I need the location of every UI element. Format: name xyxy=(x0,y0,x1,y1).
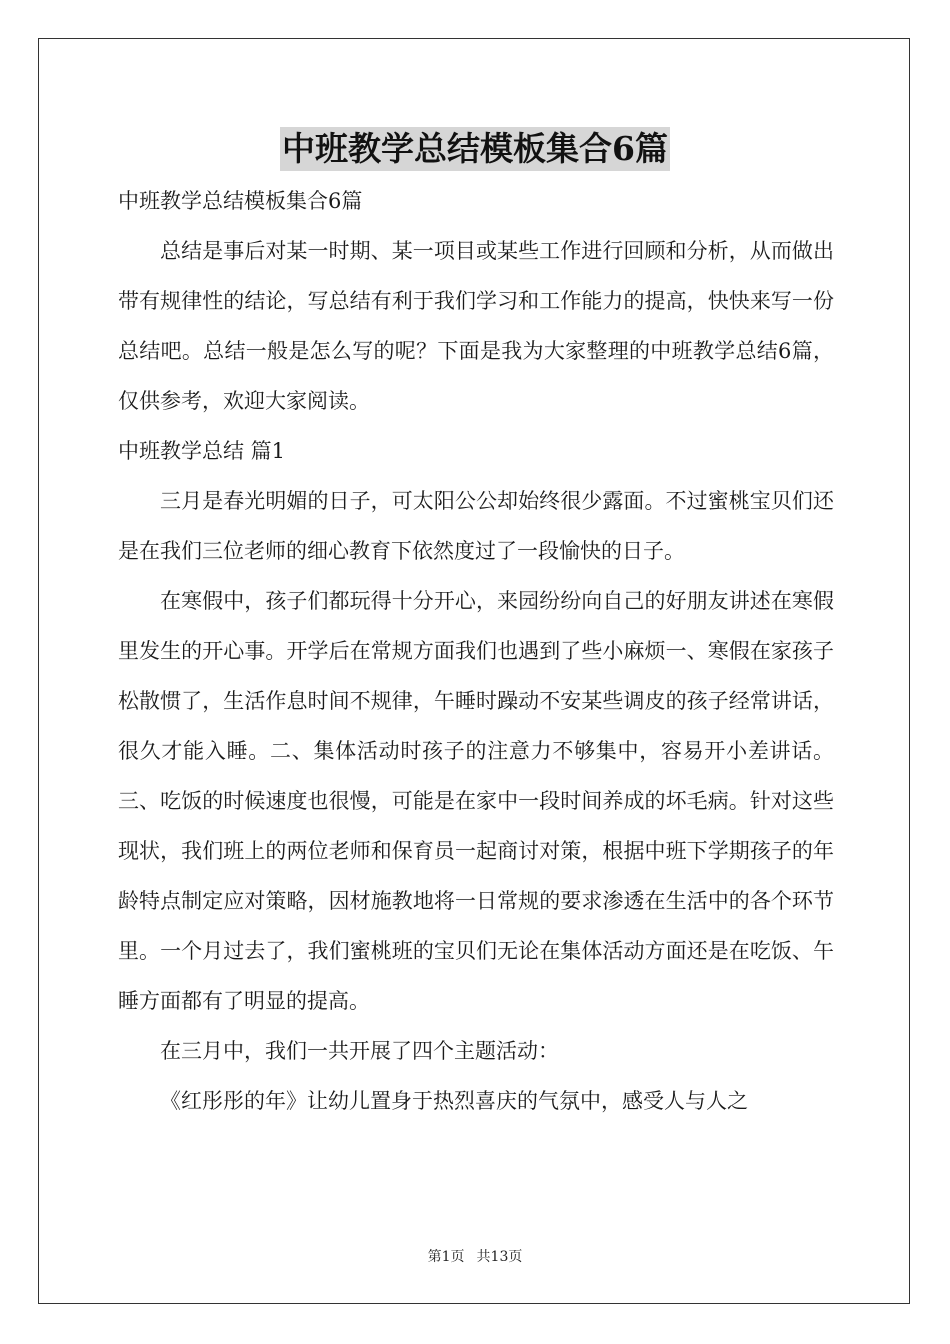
paragraph: 在寒假中，孩子们都玩得十分开心，来园纷纷向自己的好朋友讲述在寒假里发生的开心事。开学后在常规方面我们也遇到了些小麻烦一、寒假在家孩子松散惯了，生活作息时间不规律，午睡时躁动不安某些调皮的孩子经常讲话，很久才能入睡。二、集体活动时孩子的注意力不够集中，容易开小差讲话。三、吃饭的时候速度也很慢，可能是在家中一段时间养成的坏毛病。针对这些现状，我们班上的两位老师和保育员一起商讨对策，根据中班下学期孩子的年龄特点制定应对策略，因材施教地将一日常规的要求渗透在生活中的各个环节里。一个月过去了，我们蜜桃班的宝贝们无论在集体活动方面还是在吃饭、午睡方面都有了明显的提高。 xyxy=(118,589,834,1013)
paragraph-intro: 总结是事后对某一时期、某一项目或某些工作进行回顾和分析，从而做出带有规律性的结论，写总结有利于我们学习和工作能力的提高，快快来写一份总结吧。总结一般是怎么写的呢？下面是我为大家整理的中班教学总结6篇，仅供参考，欢迎大家阅读。 xyxy=(118,239,834,413)
page-number: 第1页 xyxy=(427,1249,465,1265)
section-heading-1: 中班教学总结 篇1 xyxy=(118,439,286,463)
paragraph: 在三月中，我们一共开展了四个主题活动： xyxy=(160,1039,559,1063)
page-total: 共13页 xyxy=(476,1249,523,1265)
page-footer xyxy=(0,1246,950,1266)
document-title xyxy=(0,127,950,171)
document-title-text: 中班教学总结模板集合6篇 xyxy=(280,127,670,171)
paragraph: 《红彤彤的年》让幼儿置身于热烈喜庆的气氛中，感受人与人之 xyxy=(160,1089,748,1113)
document-body xyxy=(118,176,834,1126)
paragraph-subtitle: 中班教学总结模板集合6篇 xyxy=(118,189,363,213)
paragraph: 三月是春光明媚的日子，可太阳公公却始终很少露面。不过蜜桃宝贝们还是在我们三位老师的细心教育下依然度过了一段愉快的日子。 xyxy=(118,489,834,563)
